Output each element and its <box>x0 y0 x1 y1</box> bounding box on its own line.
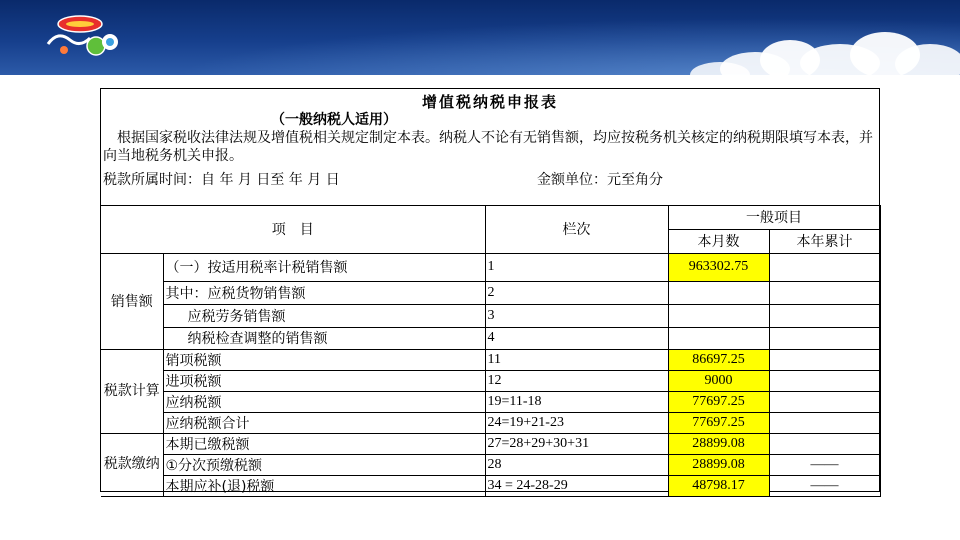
amount-unit: 金额单位：元至角分 <box>537 172 663 188</box>
table-row <box>101 370 880 391</box>
table-row <box>101 412 880 433</box>
row-item: 销项税额 <box>163 349 485 370</box>
row-item: ①分次预缴税额 <box>163 454 485 475</box>
cartoon-logo-icon <box>42 10 122 60</box>
row-item: 其中：应税货物销售额 <box>163 281 485 304</box>
row-month-value[interactable]: 9000 <box>668 370 769 391</box>
row-month-value[interactable]: 48798.17 <box>668 475 769 496</box>
row-year-value[interactable] <box>769 370 880 391</box>
row-no: 24=19+21-23 <box>485 412 668 433</box>
tax-table <box>101 205 881 497</box>
row-no: 19=11-18 <box>485 391 668 412</box>
row-item: 应纳税额合计 <box>163 412 485 433</box>
row-year-value[interactable] <box>769 327 880 349</box>
header-year-total: 本年累计 <box>769 229 880 253</box>
row-month-value[interactable]: 86697.25 <box>668 349 769 370</box>
table-row <box>101 253 880 281</box>
group-tax-calc: 税款计算 <box>101 349 163 433</box>
form-title: 增值税纳税申报表 <box>421 93 558 111</box>
header-this-month: 本月数 <box>668 229 769 253</box>
row-item: 进项税额 <box>163 370 485 391</box>
tax-return-form <box>100 88 880 495</box>
group-tax-pay: 税款缴纳 <box>101 433 163 496</box>
row-no: 28 <box>485 454 668 475</box>
row-month-value[interactable]: 963302.75 <box>668 253 769 281</box>
table-row <box>101 475 880 496</box>
row-no: 3 <box>485 304 668 327</box>
row-month-value[interactable]: 28899.08 <box>668 454 769 475</box>
row-item: （一）按适用税率计税销售额 <box>163 253 485 281</box>
row-item: 纳税检查调整的销售额 <box>163 327 485 349</box>
table-row <box>101 349 880 370</box>
form-subtitle: （一般纳税人适用） <box>271 112 397 128</box>
row-year-value[interactable] <box>769 433 880 454</box>
row-item: 本期已缴税额 <box>163 433 485 454</box>
row-year-value[interactable] <box>769 349 880 370</box>
row-no: 12 <box>485 370 668 391</box>
row-item: 应税劳务销售额 <box>163 304 485 327</box>
row-year-value[interactable]: —— <box>769 454 880 475</box>
row-month-value[interactable]: 77697.25 <box>668 412 769 433</box>
table-row <box>101 327 880 349</box>
cloud-shape <box>895 44 960 75</box>
row-no: 34 = 24-28-29 <box>485 475 668 496</box>
tax-period: 税款所属时间：自 年 月 日至 年 月 日 <box>103 172 340 188</box>
table-header-row <box>101 205 880 229</box>
row-year-value[interactable] <box>769 304 880 327</box>
group-sales: 销售额 <box>101 253 163 349</box>
row-no: 11 <box>485 349 668 370</box>
table-row <box>101 281 880 304</box>
row-no: 2 <box>485 281 668 304</box>
row-no: 27=28+29+30+31 <box>485 433 668 454</box>
row-month-value[interactable] <box>668 327 769 349</box>
row-month-value[interactable]: 28899.08 <box>668 433 769 454</box>
top-banner <box>0 0 960 75</box>
table-row <box>101 433 880 454</box>
row-no: 4 <box>485 327 668 349</box>
table-row <box>101 304 880 327</box>
header-item: 项 目 <box>101 205 485 253</box>
row-month-value[interactable] <box>668 281 769 304</box>
table-row <box>101 391 880 412</box>
header-general: 一般项目 <box>668 205 880 229</box>
form-header <box>101 89 879 206</box>
row-no: 1 <box>485 253 668 281</box>
row-year-value[interactable] <box>769 281 880 304</box>
row-year-value[interactable] <box>769 253 880 281</box>
row-year-value[interactable] <box>769 391 880 412</box>
form-description: 根据国家税收法律法规及增值税相关规定制定本表。纳税人不论有无销售额，均应按税务机关核定的纳税期限填写本表，并向当地税务机关申报。 <box>103 130 873 164</box>
row-month-value[interactable] <box>668 304 769 327</box>
row-item: 应纳税额 <box>163 391 485 412</box>
row-month-value[interactable]: 77697.25 <box>668 391 769 412</box>
row-year-value[interactable] <box>769 412 880 433</box>
header-column-no: 栏次 <box>485 205 668 253</box>
table-row <box>101 454 880 475</box>
row-item: 本期应补(退)税额 <box>163 475 485 496</box>
row-year-value[interactable]: —— <box>769 475 880 496</box>
